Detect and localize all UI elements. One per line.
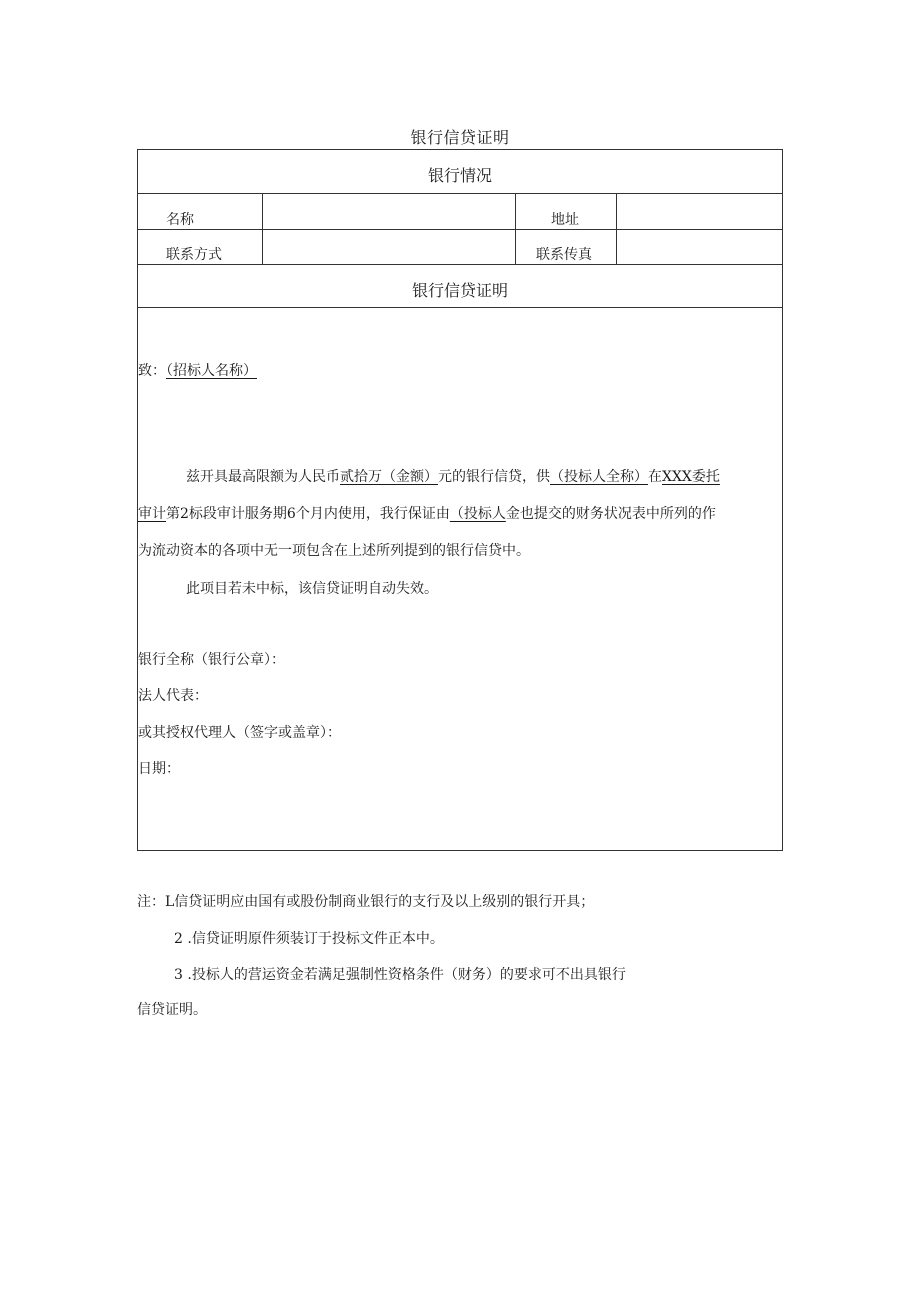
name-label: 名称 — [166, 212, 194, 228]
address-value — [622, 200, 777, 224]
fax-label: 联系传真 — [536, 247, 592, 263]
document-title: 银行信贷证明 — [410, 128, 510, 147]
section-heading-credit-certificate: 银行信贷证明 — [411, 281, 508, 300]
divider — [616, 193, 617, 264]
bank-seal-line: 银行全称（银行公章）： — [138, 652, 285, 668]
note-3 — [174, 964, 626, 984]
divider — [515, 193, 516, 264]
note-2-text: .信贷证明原件须装订于投标文件正本中。 — [187, 931, 444, 947]
text: 金也提交的财务状况表中所列的作 — [505, 506, 716, 522]
date-line: 日期： — [138, 761, 180, 777]
bidder-name: （投标人 — [449, 506, 506, 522]
divider — [138, 264, 782, 265]
legal-rep-line: 法人代表： — [138, 688, 208, 704]
note-1: 注：L信贷证明应由国有或股份制商业银行的支行及以上级别的银行开具； — [137, 894, 595, 910]
paragraph-1-line-3: 为流动资本的各项中无一项包含在上述所列提到的银行信贷中。 — [138, 543, 530, 559]
addressee-line — [138, 360, 257, 380]
contact-value — [268, 236, 508, 260]
address-label: 地址 — [551, 212, 579, 228]
divider — [138, 193, 782, 194]
note-3-text: .投标人的营运资金若满足强制性资格条件（财务）的要求可不出具银行 — [187, 967, 626, 983]
note-3-number: 3 — [174, 967, 183, 983]
paragraph-1-line-1 — [186, 466, 720, 486]
paragraph-2: 此项目若未中标，该信贷证明自动失效。 — [186, 581, 438, 597]
certificate-form — [137, 149, 783, 851]
name-value — [268, 200, 508, 224]
bidder-name: （投标人全称） — [550, 469, 648, 485]
note-3-continued: 信贷证明。 — [137, 1002, 207, 1018]
text: 在 — [648, 469, 662, 485]
amount: 贰拾万（金额） — [340, 469, 438, 485]
addressee-name: （招标人名称） — [166, 363, 257, 379]
divider — [138, 229, 782, 230]
divider — [262, 193, 263, 264]
text: 第2标段审计服务期6个月内使用，我行保证由 — [166, 506, 450, 522]
fax-value — [622, 236, 777, 260]
section-heading-bank-info: 银行情况 — [427, 166, 492, 185]
agent-signature-line: 或其授权代理人（签字或盖章）： — [138, 725, 341, 741]
note-2-number: 2 — [174, 931, 183, 947]
paragraph-1-line-2 — [138, 503, 716, 523]
text: 兹开具最高限额为人民币 — [186, 469, 340, 485]
project-name: 审计 — [138, 506, 166, 522]
note-2 — [174, 928, 444, 948]
contact-label: 联系方式 — [166, 247, 222, 263]
divider — [138, 307, 782, 308]
addressee-prefix: 致： — [138, 363, 166, 379]
text: 元的银行信贷，供 — [438, 469, 550, 485]
project-name: XXX委托 — [662, 469, 720, 485]
